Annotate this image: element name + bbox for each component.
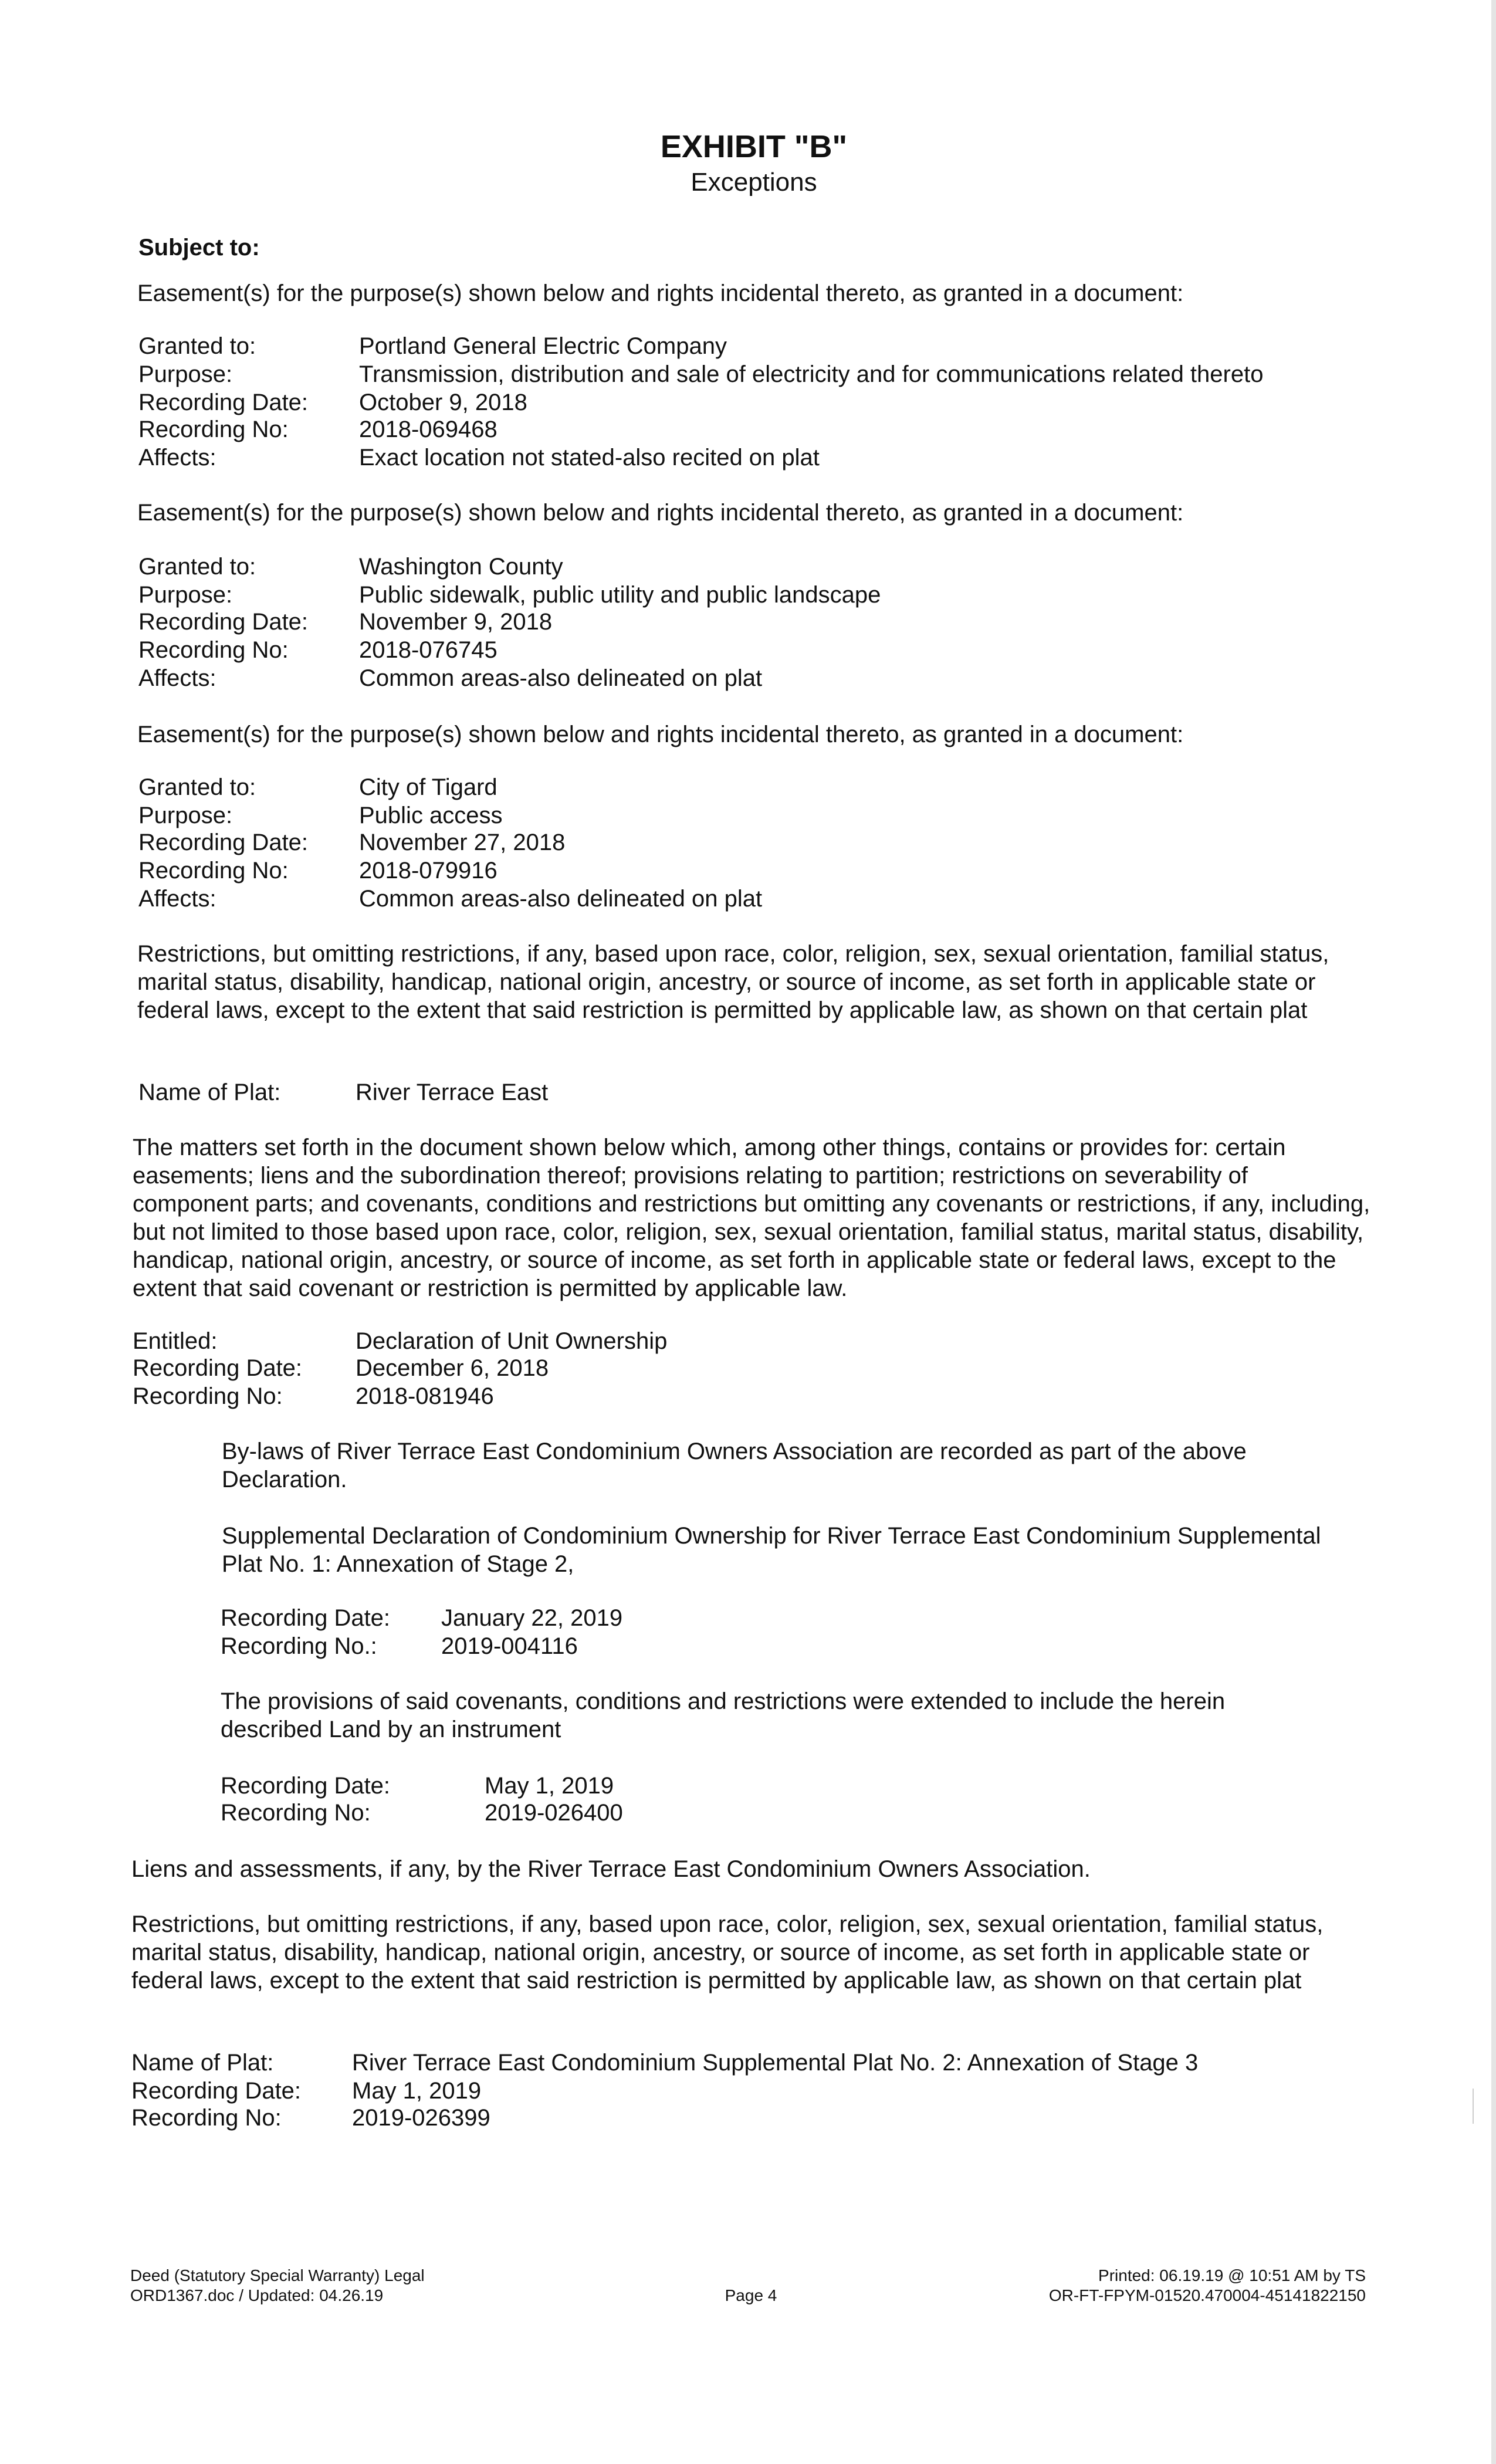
label-recording-date: Recording Date: xyxy=(133,1355,303,1381)
easement-intro-3: Easement(s) for the purpose(s) shown below and rights incidental thereto, as granted in a document: xyxy=(137,722,1184,747)
plat-2-name: River Terrace East Condominium Supplemental Plat No. 2: Annexation of Stage 3 xyxy=(352,2050,1199,2076)
label-recording-date: Recording Date: xyxy=(221,1605,391,1631)
plat-2-recording-no: 2019-026399 xyxy=(352,2105,490,2131)
easement-1-recording-no: 2018-069468 xyxy=(359,417,497,442)
plat-1-name: River Terrace East xyxy=(356,1079,549,1105)
restrictions-paragraph-1: Restrictions, but omitting restrictions, if any, based upon race, color, religion, sex, sexual orientation, familial status, marital status, disability, handicap, national origin, ancestry, or source of income, as set forth in applicable state or federal laws, except to the extent that said restriction is permitted by applicable law, as shown on that certain plat xyxy=(137,941,1329,1023)
label-recording-date: Recording Date: xyxy=(138,609,309,635)
provisions-recording-date: May 1, 2019 xyxy=(485,1773,614,1799)
subject-to-heading: Subject to: xyxy=(138,235,260,260)
restrictions-paragraph-2: Restrictions, but omitting restrictions, if any, based upon race, color, religion, sex, sexual orientation, familial status, marital status, disability, handicap, national origin, ancestry, or source of income, as set forth in applicable state or federal laws, except to the extent that said restriction is permitted by applicable law, as shown on that certain plat xyxy=(131,1911,1324,1993)
exhibit-subtitle: Exceptions xyxy=(691,168,817,197)
supplemental-recording-no: 2019-004116 xyxy=(441,1633,578,1659)
label-recording-date: Recording Date: xyxy=(138,830,309,855)
exhibit-title: EXHIBIT "B" xyxy=(660,129,848,164)
plat-2-recording-date: May 1, 2019 xyxy=(352,2078,482,2104)
label-recording-date: Recording Date: xyxy=(131,2078,302,2104)
label-recording-date: Recording Date: xyxy=(138,390,309,415)
label-entitled: Entitled: xyxy=(133,1328,218,1354)
label-name-of-plat: Name of Plat: xyxy=(131,2050,274,2076)
matters-paragraph: The matters set forth in the document shown below which, among other things, contains or provides for: certain easements; liens and the subordination thereof; provisions relating to partition; restrictions on severability of component parts; and covenants, conditions and restrictions but omitting any covenants or restrictions, if any, including, but not limited to those based upon race, color, religion, sex, sexual orientation, familial status, marital status, disability, handicap, national origin, ancestry, or source of income, as set forth in applicable state or federal laws, except to the extent that said covenant or restriction is permitted by applicable law. xyxy=(133,1135,1370,1301)
label-granted-to: Granted to: xyxy=(138,554,256,580)
label-recording-no: Recording No: xyxy=(138,858,289,884)
label-affects: Affects: xyxy=(138,445,216,471)
easement-2-recording-date: November 9, 2018 xyxy=(359,609,553,635)
label-granted-to: Granted to: xyxy=(138,774,256,800)
easement-intro-2: Easement(s) for the purpose(s) shown below and rights incidental thereto, as granted in a document: xyxy=(137,500,1184,526)
declaration-recording-date: December 6, 2018 xyxy=(356,1355,549,1381)
supplemental-recording-date: January 22, 2019 xyxy=(441,1605,623,1631)
easement-3-purpose: Public access xyxy=(359,803,503,828)
easement-2-purpose: Public sidewalk, public utility and public landscape xyxy=(359,582,881,608)
footer-doc-updated: ORD1367.doc / Updated: 04.26.19 xyxy=(130,2286,384,2304)
scan-edge xyxy=(1491,0,1496,2464)
footer-doc-type: Deed (Statutory Special Warranty) Legal xyxy=(130,2266,425,2284)
footer-file-id: OR-FT-FPYM-01520.470004-45141822150 xyxy=(1048,2286,1366,2304)
supplemental-paragraph: Supplemental Declaration of Condominium Ownership for River Terrace East Condominium Supplemental Plat No. 1: Annexation of Stage 2, xyxy=(222,1523,1321,1577)
footer-page-number: Page 4 xyxy=(725,2286,777,2304)
label-recording-no: Recording No: xyxy=(221,1800,371,1826)
label-recording-no-dot: Recording No.: xyxy=(221,1633,377,1659)
label-granted-to: Granted to: xyxy=(138,333,256,359)
provisions-paragraph: The provisions of said covenants, conditions and restrictions were extended to include the herein described Land by an instrument xyxy=(221,1688,1226,1742)
provisions-recording-no: 2019-026400 xyxy=(485,1800,623,1826)
easement-2-affects: Common areas-also delineated on plat xyxy=(359,665,763,691)
easement-2-recording-no: 2018-076745 xyxy=(359,637,497,663)
liens-paragraph: Liens and assessments, if any, by the River Terrace East Condominium Owners Association. xyxy=(131,1856,1091,1882)
footer-right xyxy=(1049,2266,1366,2306)
declaration-entitled: Declaration of Unit Ownership xyxy=(356,1328,668,1354)
label-affects: Affects: xyxy=(138,665,216,691)
label-purpose: Purpose: xyxy=(138,361,233,387)
label-purpose: Purpose: xyxy=(138,803,233,828)
footer-printed: Printed: 06.19.19 @ 10:51 AM by TS xyxy=(1098,2266,1366,2284)
label-recording-no: Recording No: xyxy=(138,417,289,442)
declaration-recording-no: 2018-081946 xyxy=(356,1383,494,1409)
easement-1-granted-to: Portland General Electric Company xyxy=(359,333,727,359)
bylaws-paragraph: By-laws of River Terrace East Condominium Owners Association are recorded as part of the above Declaration. xyxy=(222,1439,1247,1492)
label-recording-no: Recording No: xyxy=(133,1383,283,1409)
label-purpose: Purpose: xyxy=(138,582,233,608)
easement-1-affects: Exact location not stated-also recited on plat xyxy=(359,445,820,471)
easement-3-recording-no: 2018-079916 xyxy=(359,858,497,884)
easement-3-affects: Common areas-also delineated on plat xyxy=(359,886,763,912)
easement-intro-1: Easement(s) for the purpose(s) shown below and rights incidental thereto, as granted in a document: xyxy=(137,280,1184,306)
label-recording-date: Recording Date: xyxy=(221,1773,391,1799)
label-recording-no: Recording No: xyxy=(138,637,289,663)
easement-2-granted-to: Washington County xyxy=(359,554,563,580)
easement-1-recording-date: October 9, 2018 xyxy=(359,390,527,415)
label-affects: Affects: xyxy=(138,886,216,912)
label-name-of-plat: Name of Plat: xyxy=(138,1079,281,1105)
easement-3-granted-to: City of Tigard xyxy=(359,774,497,800)
easement-3-recording-date: November 27, 2018 xyxy=(359,830,566,855)
scan-mark xyxy=(1473,2089,1491,2124)
easement-1-purpose: Transmission, distribution and sale of electricity and for communications related thereto xyxy=(359,361,1264,387)
label-recording-no: Recording No: xyxy=(131,2105,282,2131)
